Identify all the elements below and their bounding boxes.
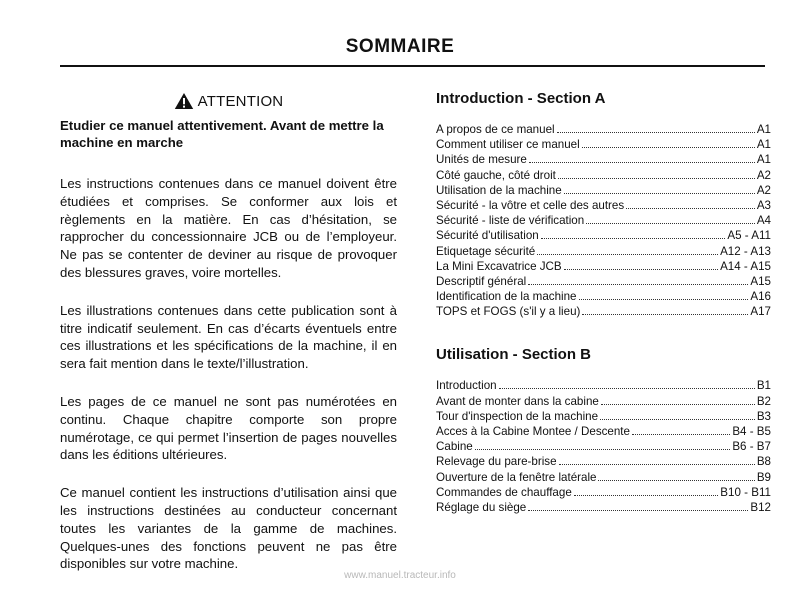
toc-entry-page: B1 [756,379,771,393]
toc-entry-label: Identification de la machine [436,290,577,304]
toc-entry-page: A16 [750,290,771,304]
attention-heading-text: ATTENTION [197,92,284,110]
toc-entry[interactable] [436,275,771,290]
toc-entry-page: B6 - B7 [732,440,771,454]
section-title: Introduction - Section A [436,90,606,107]
toc-entry[interactable] [436,379,771,394]
toc-entry[interactable] [436,260,771,275]
toc-entry[interactable] [436,440,771,455]
dot-leader [557,132,755,133]
toc-entry-page: A1 [756,153,771,167]
toc-entry-page: B10 - B11 [720,485,771,499]
toc-entry-page: B8 [756,455,771,469]
toc-entry-page: A12 - A13 [720,244,771,258]
toc-entry[interactable] [436,425,771,440]
toc-entry-page: B2 [756,394,771,408]
dot-leader [626,208,755,209]
toc-entry-page: B3 [756,409,771,423]
paragraph: Les pages de ce manuel ne sont pas numérotées en continu. Chaque chapitre comporte son propre numérotage, ce qui permet l’insertion de pages nouvelles dans les éditions ultérieures. [60,393,397,463]
attention-column [60,92,397,593]
dot-leader [586,223,755,224]
section-a [436,90,771,320]
toc-entry-label: Relevage du pare-brise [436,455,557,469]
paragraph: Les instructions contenues dans ce manuel doivent être étudiées et comprises. Se conformer aux lois et règlements en la matière. En cas d’hésitation, se rapprocher du concessionnaire JCB ou de l’employeur. Ne pas se contenter de deviner au risque de provoquer des blessures graves, voire mortelles. [60,176,397,280]
toc-entry[interactable] [436,245,771,260]
toc-entry-label: Commandes de chauffage [436,485,572,499]
toc-entry-label: Comment utiliser ce manuel [436,138,580,152]
dot-leader [559,464,755,465]
toc-entry-page: A5 - A11 [727,229,771,243]
dot-leader [558,178,755,179]
toc-entry[interactable] [436,229,771,244]
toc-entry-label: Unités de mesure [436,153,527,167]
dot-leader [537,254,718,255]
toc-entry-page: A3 [756,198,771,212]
toc-entry[interactable] [436,455,771,470]
toc-entry-label: Sécurité d'utilisation [436,229,539,243]
toc-entry[interactable] [436,395,771,410]
dot-leader [528,510,748,511]
toc-entry-label: La Mini Excavatrice JCB [436,259,562,273]
toc-entry[interactable] [436,214,771,229]
toc-entry-page: A2 [756,183,771,197]
paragraph: Les illustrations contenues dans cette publication sont à titre indicatif seulement. En cas d’écarts éventuels entre ces illustrations et les spécifications de la machine, il en sera fait mention dans le texte/l’illustration. [60,302,397,372]
toc-entry-label: Acces à la Cabine Montee / Descente [436,425,630,438]
toc-entry-page: A15 [750,274,771,288]
dot-leader [582,314,748,315]
toc-entry-page: A4 [756,214,771,228]
dot-leader [564,193,755,194]
table-of-contents [436,90,771,516]
section-title: Utilisation - Section B [436,346,592,364]
toc-entry[interactable] [436,199,771,214]
toc-entry-label: Descriptif général [436,274,527,288]
toc-entry-label: TOPS et FOGS (s'il y a lieu) [436,305,581,319]
dot-leader [528,284,748,285]
dot-leader [600,419,755,420]
dot-leader [475,449,731,450]
toc-entry[interactable] [436,486,771,501]
toc-entry-page: A1 [756,123,771,136]
toc-entry[interactable] [436,471,771,486]
dot-leader [564,269,718,270]
toc-entry[interactable] [436,138,771,153]
attention-heading [60,92,397,110]
dot-leader [541,238,726,239]
toc-entry-label: Tour d'inspection de la machine [436,409,599,423]
title-divider [60,65,765,67]
toc-entry[interactable] [436,123,771,138]
toc-entry-label: Côté gauche, côté droit [436,168,556,182]
footer-url: www.manuel.tracteur.info [344,570,456,581]
toc-entry[interactable] [436,410,771,425]
section-b [436,346,771,516]
toc-entry[interactable] [436,153,771,168]
attention-subheading: Etudier ce manuel attentivement. Avant de mettre la machine en marche [60,118,384,150]
toc-entry[interactable] [436,290,771,305]
dot-leader [601,404,755,405]
dot-leader [574,495,719,496]
dot-leader [632,434,730,435]
toc-entry-page: B4 - B5 [732,425,771,438]
warning-triangle-icon [174,92,194,110]
dot-leader [598,480,754,481]
toc-entry-label: Sécurité - la vôtre et celle des autres [436,198,625,212]
toc-entry-label: Ouverture de la fenêtre latérale [436,470,597,484]
toc-entry-label: Introduction [436,379,497,393]
dot-leader [499,388,755,389]
toc-entry[interactable] [436,169,771,184]
dot-leader [579,299,749,300]
toc-entry-label: A propos de ce manuel [436,123,555,136]
toc-entry-label: Etiquetage sécurité [436,244,536,258]
toc-list [436,123,771,320]
page-title: SOMMAIRE [345,36,455,57]
toc-entry-page: B9 [756,470,771,484]
toc-list [436,379,771,516]
toc-entry[interactable] [436,305,771,320]
toc-entry-label: Sécurité - liste de vérification [436,214,585,228]
toc-entry[interactable] [436,501,771,516]
toc-entry-page: A1 [756,138,771,152]
toc-entry-label: Réglage du siège [436,500,527,514]
toc-entry-label: Utilisation de la machine [436,183,562,197]
paragraph: Ce manuel contient les instructions d’utilisation ainsi que les instructions destinées au conducteur concernant toutes les variantes de la gamme de machines. Quelques-unes des fonctions peuvent ne pas être disponibles sur votre machine. [60,485,397,572]
toc-entry[interactable] [436,184,771,199]
toc-entry-label: Avant de monter dans la cabine [436,394,599,408]
toc-entry-page: A14 - A15 [720,259,771,273]
dot-leader [529,162,755,163]
toc-entry-page: A17 [750,305,771,319]
dot-leader [582,147,755,148]
toc-entry-label: Cabine [436,440,473,454]
toc-entry-page: B12 [750,500,771,514]
toc-entry-page: A2 [756,168,771,182]
